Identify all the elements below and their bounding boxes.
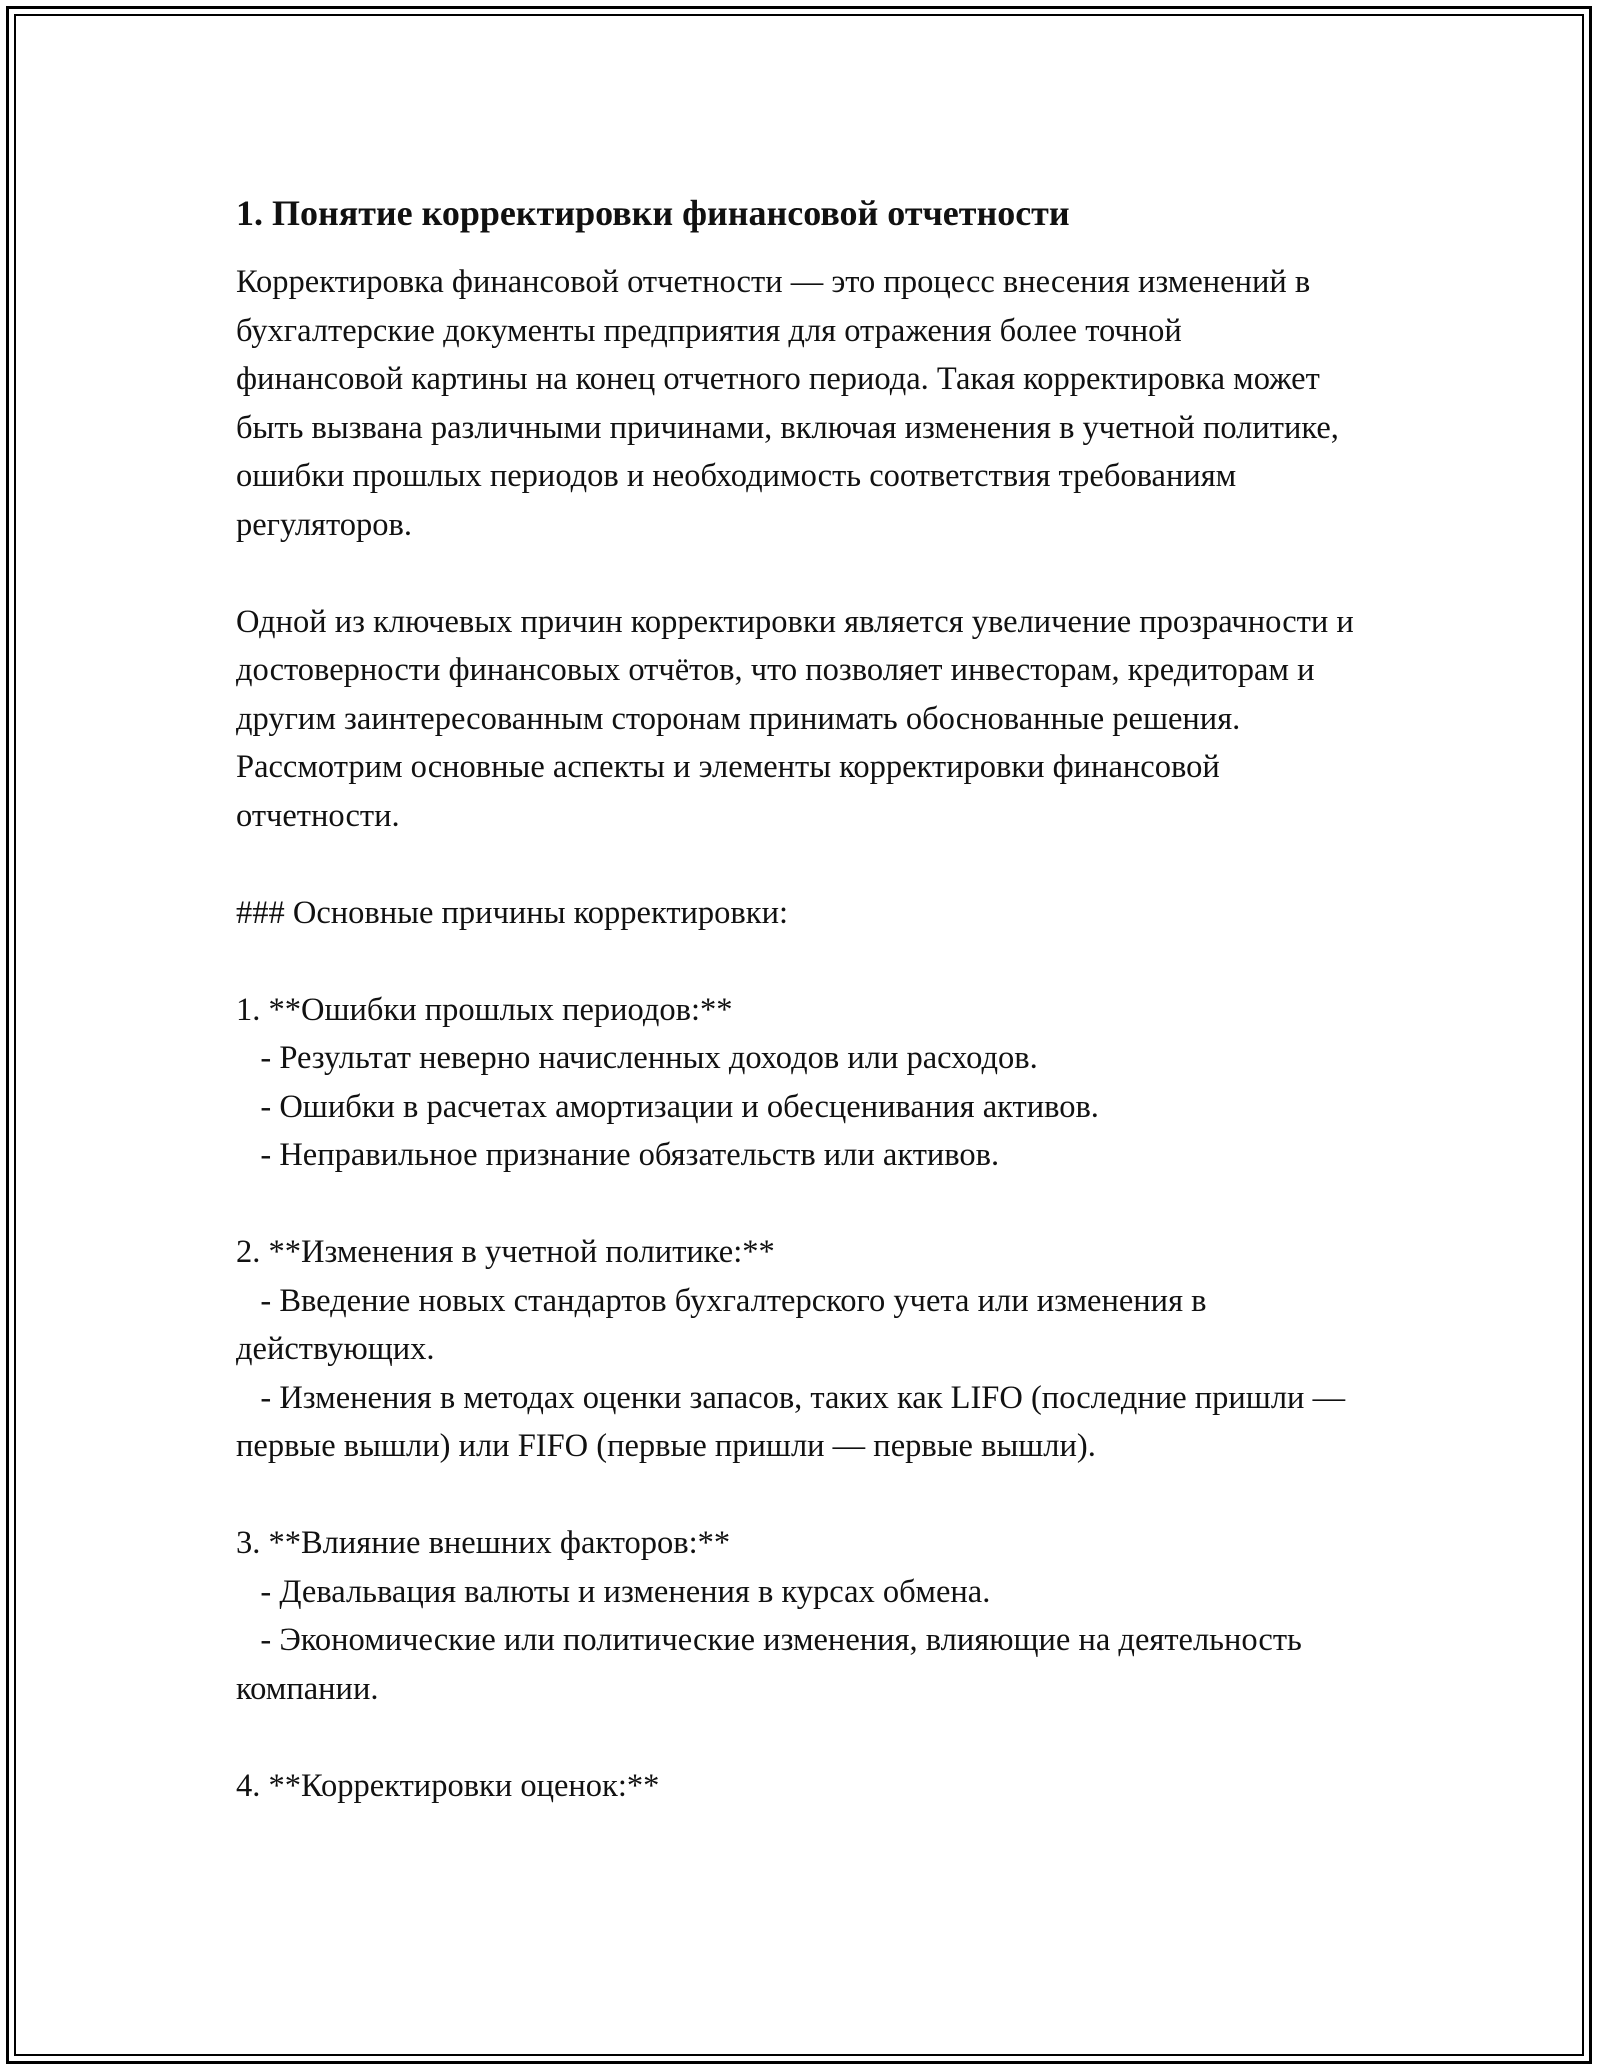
spacer: [236, 937, 1356, 986]
spacer: [236, 840, 1356, 889]
list-item: - Результат неверно начисленных доходов или расходов.: [236, 1040, 1038, 1076]
spacer: [236, 549, 1356, 598]
paragraph-definition: Корректировка финансовой отчетности — это процесс внесения изменений в бухгалтерские документы предприятия для отражения более точной финансовой картины на конец отчетного периода. Такая корректировка может быть вызвана различными причинами, включая изменения в учетной политике, ошибки прошлых периодов и необходимость соответствия требованиям регуляторов.: [236, 264, 1348, 543]
spacer: [236, 1180, 1356, 1229]
list-heading-past-errors: 1. **Ошибки прошлых периодов:**: [236, 991, 733, 1028]
section-title: 1. Понятие корректировки финансовой отчетности: [236, 193, 1070, 233]
paragraph-reasons: Одной из ключевых причин корректировки является увеличение прозрачности и достоверности финансовых отчётов, что позволяет инвесторам, кредиторам и другим заинтересованным сторонам принимать обоснованные решения. Рассмотрим основные аспекты и элементы корректировки финансовой отчетности.: [236, 603, 1362, 834]
list-item: - Девальвация валюты и изменения в курсах обмена.: [236, 1573, 991, 1610]
list-item: - Ошибки в расчетах амортизации и обесценивания активов.: [236, 1088, 1099, 1125]
document-body: [236, 186, 1362, 1810]
list-item: - Введение новых стандартов бухгалтерского учета или изменения в действующих.: [236, 1282, 1215, 1367]
list-heading-estimate-adjustments: 4. **Корректировки оценок:**: [236, 1767, 660, 1804]
list-heading-policy-changes: 2. **Изменения в учетной политике:**: [236, 1234, 775, 1270]
spacer: [236, 1471, 1356, 1520]
list-item: - Изменения в методах оценки запасов, таких как LIFO (последние пришли — первые вышли) или FIFO (первые пришли — первые вышли).: [236, 1379, 1354, 1464]
list-heading-external-factors: 3. **Влияние внешних факторов:**: [236, 1525, 731, 1561]
subheading-main-reasons: ### Основные причины корректировки:: [236, 894, 788, 931]
list-item: - Экономические или политические изменения, влияющие на деятельность компании.: [236, 1622, 1311, 1707]
list-item: - Неправильное признание обязательств или активов.: [236, 1137, 1000, 1173]
spacer: [236, 1713, 1356, 1762]
